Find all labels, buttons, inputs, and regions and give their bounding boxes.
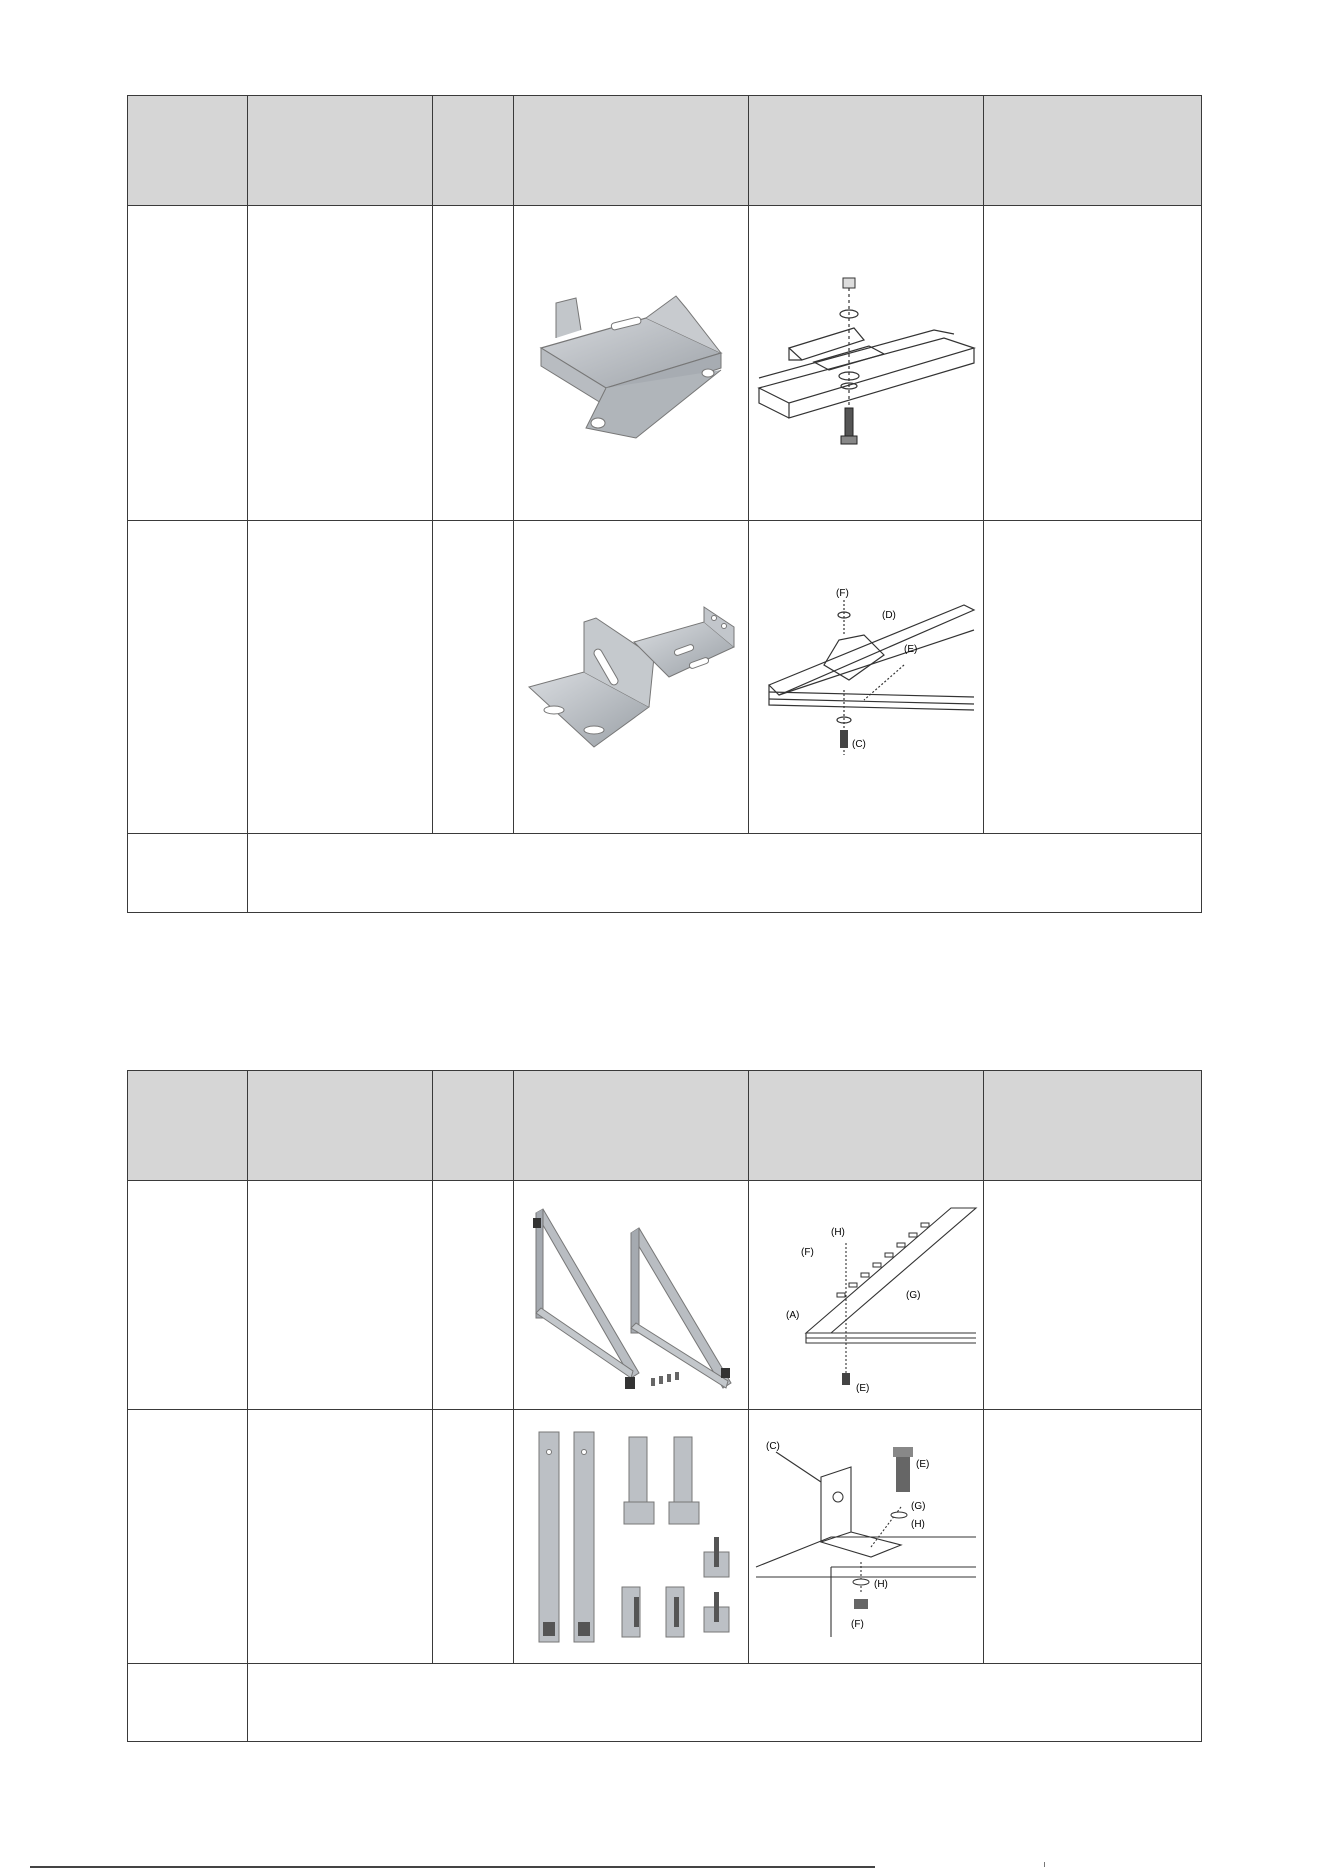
row-cell-1	[128, 1410, 248, 1664]
header-cell-5	[749, 96, 984, 206]
z-bracket-install-diagram-icon	[754, 268, 979, 458]
row-cell-3	[433, 1410, 514, 1664]
notes-label	[128, 834, 248, 913]
row-cell-6	[984, 206, 1202, 521]
corner-bracket-install-diagram-icon	[754, 580, 979, 775]
row-cell-1	[128, 1181, 248, 1410]
callout-h-lower: (H)	[874, 1578, 888, 1590]
mounting-parts-table-2	[127, 1070, 1202, 1742]
row-cell-6	[984, 1410, 1202, 1664]
callout-g: (G)	[906, 1289, 921, 1301]
notes-text	[248, 834, 1202, 913]
callout-f: (F)	[835, 587, 849, 599]
row-cell-3	[433, 521, 514, 834]
callout-c: (C)	[851, 738, 866, 750]
header-cell-2	[248, 96, 433, 206]
row-cell-6	[984, 521, 1202, 834]
notes-text	[248, 1664, 1202, 1742]
footer-rule	[30, 1866, 875, 1868]
callout-h: (H)	[831, 1226, 845, 1238]
table-header-row	[128, 1071, 1202, 1181]
callout-f: (F)	[801, 1246, 814, 1258]
footer-tick-mark	[1044, 1862, 1045, 1867]
l-foot-install-diagram-icon	[751, 1427, 981, 1647]
header-cell-5	[749, 1071, 984, 1181]
header-cell-1	[128, 1071, 248, 1181]
callout-e: (E)	[856, 1382, 870, 1394]
header-cell-4	[514, 96, 749, 206]
rail-clamp-kit-icon	[524, 1427, 739, 1647]
header-cell-4	[514, 1071, 749, 1181]
table-row	[128, 206, 1202, 521]
row-cell-1	[128, 521, 248, 834]
callout-g: (G)	[911, 1500, 926, 1512]
part-image-cell	[514, 206, 749, 521]
row-cell-3	[433, 206, 514, 521]
notes-row	[128, 1664, 1202, 1742]
callout-d: (D)	[881, 609, 896, 621]
tilt-leg-frame-icon	[521, 1193, 741, 1398]
row-cell-1	[128, 206, 248, 521]
row-cell-2	[248, 521, 433, 834]
header-cell-3	[433, 96, 514, 206]
table-header-row	[128, 96, 1202, 206]
callout-e: (E)	[903, 643, 917, 655]
header-cell-6	[984, 1071, 1202, 1181]
row-cell-3	[433, 1181, 514, 1410]
install-diagram-cell	[749, 1181, 984, 1410]
row-cell-2	[248, 1181, 433, 1410]
mounting-parts-table-1	[127, 95, 1202, 913]
install-diagram-cell	[749, 206, 984, 521]
part-image-cell	[514, 521, 749, 834]
row-cell-2	[248, 206, 433, 521]
row-cell-6	[984, 1181, 1202, 1410]
table-row	[128, 1410, 1202, 1664]
callout-h-upper: (H)	[911, 1518, 925, 1530]
table-row	[128, 521, 1202, 834]
notes-row	[128, 834, 1202, 913]
tilt-leg-install-diagram-icon	[751, 1193, 981, 1398]
header-cell-6	[984, 96, 1202, 206]
part-image-cell	[514, 1410, 749, 1664]
part-image-cell	[514, 1181, 749, 1410]
header-cell-2	[248, 1071, 433, 1181]
corner-bracket-pair-icon	[524, 602, 739, 752]
callout-e: (E)	[916, 1458, 930, 1470]
z-bracket-icon	[526, 278, 736, 448]
notes-label	[128, 1664, 248, 1742]
install-diagram-cell	[749, 521, 984, 834]
header-cell-1	[128, 96, 248, 206]
row-cell-2	[248, 1410, 433, 1664]
callout-c: (C)	[766, 1440, 780, 1452]
callout-a: (A)	[786, 1309, 800, 1321]
callout-f: (F)	[851, 1618, 864, 1630]
header-cell-3	[433, 1071, 514, 1181]
install-diagram-cell	[749, 1410, 984, 1664]
table-row	[128, 1181, 1202, 1410]
